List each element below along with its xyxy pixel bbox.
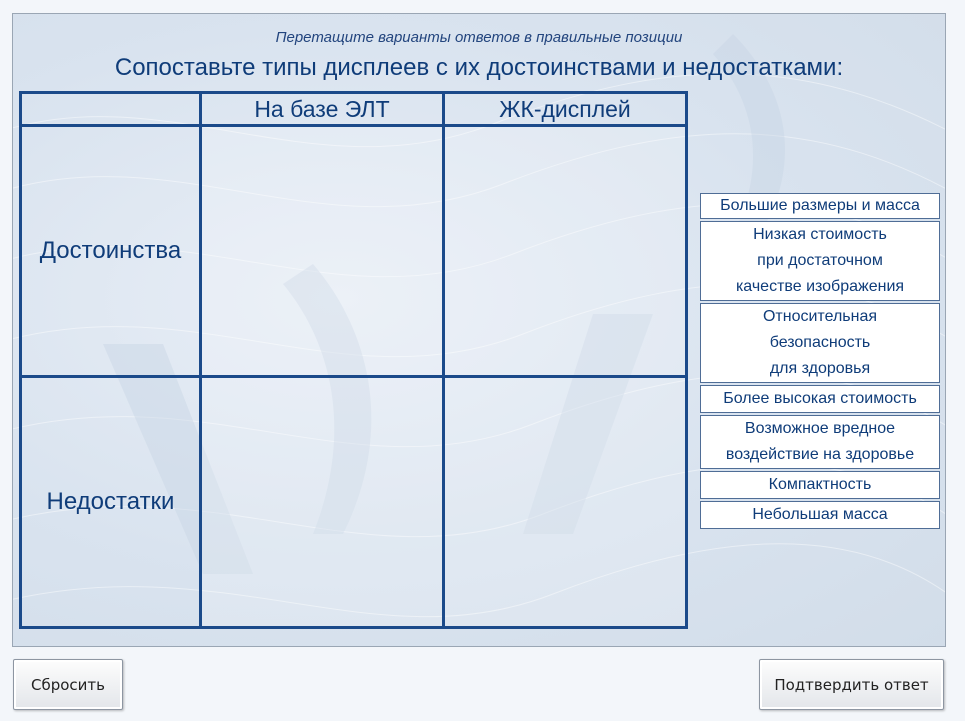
answer-option-line: воздействие на здоровье: [725, 446, 915, 463]
answer-option-line: Небольшая масса: [752, 506, 888, 523]
instruction-text: Перетащите варианты ответов в правильные позиции: [275, 29, 683, 46]
answer-option-line: Более высокая стоимость: [723, 390, 917, 407]
submit-button[interactable]: Подтвердить ответ: [759, 659, 944, 710]
answer-option[interactable]: [700, 501, 940, 529]
drop-zone-lcd-advantages[interactable]: [444, 126, 687, 377]
answer-option-line: при достаточном: [757, 252, 883, 269]
drop-zone-crt-advantages[interactable]: [201, 126, 444, 377]
answer-option-line: Возможное вредное: [744, 420, 896, 437]
answer-option-line: для здоровья: [769, 360, 871, 377]
answer-option-line: безопасность: [769, 334, 871, 351]
answer-option[interactable]: [700, 303, 940, 383]
answer-option-line: Компактность: [768, 476, 872, 493]
drop-zone-crt-disadvantages[interactable]: [201, 377, 444, 628]
answer-option-line: Большие размеры и масса: [720, 197, 920, 214]
task-panel: [12, 13, 946, 647]
answer-option-line: Относительная: [762, 308, 878, 325]
answer-options: [700, 193, 940, 531]
task-title: Сопоставьте типы дисплеев с их достоинствами и недостатками:: [114, 54, 844, 81]
matching-table: [19, 91, 688, 629]
answer-option[interactable]: [700, 385, 940, 413]
drop-zone-lcd-disadvantages[interactable]: [444, 377, 687, 628]
table-corner-cell: [21, 93, 201, 126]
answer-option[interactable]: [700, 415, 940, 469]
answer-option[interactable]: [700, 471, 940, 499]
answer-option-line: Низкая стоимость: [753, 226, 887, 243]
column-header-crt: На базе ЭЛТ: [201, 93, 444, 126]
answer-option-line: качестве изображения: [735, 278, 905, 295]
reset-button[interactable]: Сбросить: [13, 659, 123, 710]
answer-option[interactable]: [700, 193, 940, 219]
answer-option[interactable]: [700, 221, 940, 301]
row-label-advantages: Достоинства: [21, 126, 201, 377]
row-label-disadvantages: Недостатки: [21, 377, 201, 628]
column-header-lcd: ЖК-дисплей: [444, 93, 687, 126]
